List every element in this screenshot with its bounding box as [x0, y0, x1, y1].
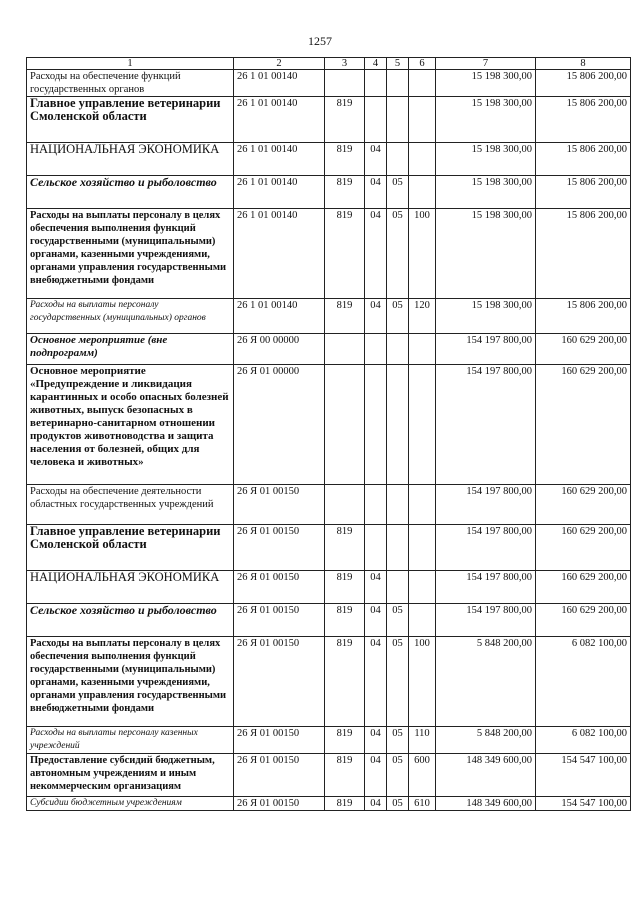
row-dept-cell: 819	[325, 525, 365, 571]
table-row	[27, 727, 631, 754]
row-code-cell: 26 Я 01 00150	[234, 604, 325, 637]
row-amount-year2-cell: 154 547 100,00	[536, 797, 631, 811]
row-dept-cell	[325, 485, 365, 525]
row-amount-year2-cell: 15 806 200,00	[536, 299, 631, 334]
table-row	[27, 485, 631, 525]
header-cell: 6	[409, 58, 436, 70]
row-name-cell: Главное управление ветеринарии Смоленской области	[27, 525, 234, 571]
row-amount-year1-cell: 148 349 600,00	[436, 754, 536, 797]
table-header-row	[27, 58, 631, 70]
row-amount-year1-cell: 15 198 300,00	[436, 97, 536, 143]
row-amount-year1-cell: 154 197 800,00	[436, 365, 536, 485]
header-cell: 8	[536, 58, 631, 70]
row-subsection-cell	[387, 525, 409, 571]
row-expense-type-cell	[409, 334, 436, 365]
row-code-cell: 26 Я 01 00150	[234, 754, 325, 797]
row-expense-type-cell: 600	[409, 754, 436, 797]
row-section-cell: 04	[365, 797, 387, 811]
row-dept-cell: 819	[325, 299, 365, 334]
row-name-cell: Расходы на выплаты персоналу государственных (муниципальных) органов	[27, 299, 234, 334]
row-dept-cell: 819	[325, 727, 365, 754]
row-code-cell: 26 1 01 00140	[234, 143, 325, 176]
row-name-cell: Сельское хозяйство и рыболовство	[27, 176, 234, 209]
row-code-cell: 26 Я 01 00150	[234, 485, 325, 525]
row-subsection-cell: 05	[387, 209, 409, 299]
row-name-cell: Расходы на обеспечение деятельности областных государственных учреждений	[27, 485, 234, 525]
row-subsection-cell: 05	[387, 176, 409, 209]
row-amount-year2-cell: 160 629 200,00	[536, 334, 631, 365]
table-row	[27, 754, 631, 797]
header-cell: 1	[27, 58, 234, 70]
table-row	[27, 571, 631, 604]
row-amount-year1-cell: 15 198 300,00	[436, 143, 536, 176]
row-amount-year1-cell: 5 848 200,00	[436, 727, 536, 754]
row-code-cell: 26 Я 01 00150	[234, 797, 325, 811]
row-subsection-cell: 05	[387, 727, 409, 754]
table-row	[27, 97, 631, 143]
row-section-cell: 04	[365, 299, 387, 334]
row-section-cell: 04	[365, 571, 387, 604]
table-row	[27, 604, 631, 637]
row-subsection-cell	[387, 365, 409, 485]
row-section-cell: 04	[365, 143, 387, 176]
budget-table	[26, 57, 631, 811]
row-expense-type-cell	[409, 365, 436, 485]
row-amount-year2-cell: 160 629 200,00	[536, 485, 631, 525]
row-subsection-cell	[387, 485, 409, 525]
row-subsection-cell: 05	[387, 797, 409, 811]
table-row	[27, 70, 631, 97]
table-row	[27, 143, 631, 176]
row-section-cell	[365, 485, 387, 525]
page-number: 1257	[308, 34, 332, 48]
row-amount-year2-cell: 160 629 200,00	[536, 365, 631, 485]
table-row	[27, 637, 631, 727]
row-expense-type-cell	[409, 604, 436, 637]
row-code-cell: 26 1 01 00140	[234, 70, 325, 97]
table-row	[27, 299, 631, 334]
row-name-cell: Предоставление субсидий бюджетным, автономным учреждениям и иным некоммерческим организациям	[27, 754, 234, 797]
row-amount-year1-cell: 15 198 300,00	[436, 70, 536, 97]
row-section-cell: 04	[365, 637, 387, 727]
row-code-cell: 26 Я 01 00150	[234, 727, 325, 754]
row-expense-type-cell: 100	[409, 209, 436, 299]
row-amount-year1-cell: 15 198 300,00	[436, 209, 536, 299]
row-subsection-cell: 05	[387, 299, 409, 334]
row-name-cell: Субсидии бюджетным учреждениям	[27, 797, 234, 811]
row-expense-type-cell: 100	[409, 637, 436, 727]
row-name-cell: Расходы на выплаты персоналу в целях обеспечения выполнения функций государственными (муниципальными) органами, казенными учреждениями, органами управления государственными внебюджетными фондами	[27, 209, 234, 299]
row-expense-type-cell: 610	[409, 797, 436, 811]
row-name-cell: Основное мероприятие (вне подпрограмм)	[27, 334, 234, 365]
header-cell: 2	[234, 58, 325, 70]
table-row	[27, 797, 631, 811]
row-amount-year2-cell: 15 806 200,00	[536, 70, 631, 97]
row-dept-cell	[325, 70, 365, 97]
row-section-cell: 04	[365, 176, 387, 209]
table-row	[27, 209, 631, 299]
header-cell: 3	[325, 58, 365, 70]
row-amount-year1-cell: 148 349 600,00	[436, 797, 536, 811]
row-code-cell: 26 Я 01 00150	[234, 637, 325, 727]
row-expense-type-cell: 110	[409, 727, 436, 754]
row-section-cell: 04	[365, 727, 387, 754]
row-expense-type-cell	[409, 143, 436, 176]
row-amount-year1-cell: 154 197 800,00	[436, 525, 536, 571]
row-amount-year1-cell: 5 848 200,00	[436, 637, 536, 727]
row-dept-cell: 819	[325, 571, 365, 604]
row-name-cell: Главное управление ветеринарии Смоленской области	[27, 97, 234, 143]
row-section-cell	[365, 334, 387, 365]
row-expense-type-cell	[409, 571, 436, 604]
row-subsection-cell	[387, 571, 409, 604]
row-amount-year2-cell: 15 806 200,00	[536, 209, 631, 299]
row-section-cell: 04	[365, 604, 387, 637]
row-subsection-cell	[387, 334, 409, 365]
row-subsection-cell	[387, 97, 409, 143]
row-amount-year2-cell: 6 082 100,00	[536, 637, 631, 727]
table-row	[27, 365, 631, 485]
row-amount-year1-cell: 154 197 800,00	[436, 571, 536, 604]
row-expense-type-cell	[409, 176, 436, 209]
row-code-cell: 26 Я 01 00150	[234, 525, 325, 571]
row-name-cell: НАЦИОНАЛЬНАЯ ЭКОНОМИКА	[27, 143, 234, 176]
row-code-cell: 26 1 01 00140	[234, 97, 325, 143]
row-code-cell: 26 Я 01 00150	[234, 571, 325, 604]
row-name-cell: НАЦИОНАЛЬНАЯ ЭКОНОМИКА	[27, 571, 234, 604]
row-dept-cell	[325, 365, 365, 485]
row-amount-year1-cell: 154 197 800,00	[436, 604, 536, 637]
row-expense-type-cell	[409, 485, 436, 525]
row-expense-type-cell	[409, 525, 436, 571]
row-name-cell: Основное мероприятие «Предупреждение и ликвидация карантинных и особо опасных болезней животных, выпуск безопасных в ветеринарно-санитарном отношении продуктов животноводства и защита населения от болезней, общих для человека и животных»	[27, 365, 234, 485]
row-amount-year2-cell: 154 547 100,00	[536, 754, 631, 797]
row-amount-year1-cell: 154 197 800,00	[436, 485, 536, 525]
row-section-cell	[365, 70, 387, 97]
row-dept-cell: 819	[325, 209, 365, 299]
row-dept-cell: 819	[325, 754, 365, 797]
table-row	[27, 176, 631, 209]
row-dept-cell: 819	[325, 637, 365, 727]
row-amount-year1-cell: 15 198 300,00	[436, 176, 536, 209]
row-code-cell: 26 Я 00 00000	[234, 334, 325, 365]
row-name-cell: Расходы на выплаты персоналу казенных учреждений	[27, 727, 234, 754]
row-amount-year2-cell: 15 806 200,00	[536, 97, 631, 143]
row-subsection-cell	[387, 143, 409, 176]
row-amount-year2-cell: 15 806 200,00	[536, 143, 631, 176]
header-cell: 7	[436, 58, 536, 70]
row-section-cell: 04	[365, 209, 387, 299]
row-expense-type-cell: 120	[409, 299, 436, 334]
header-cell: 4	[365, 58, 387, 70]
row-subsection-cell: 05	[387, 637, 409, 727]
row-code-cell: 26 1 01 00140	[234, 209, 325, 299]
row-amount-year2-cell: 160 629 200,00	[536, 571, 631, 604]
row-section-cell	[365, 365, 387, 485]
row-name-cell: Расходы на выплаты персоналу в целях обеспечения выполнения функций государственными (муниципальными) органами, казенными учреждениями, органами управления государственными внебюджетными фондами	[27, 637, 234, 727]
row-name-cell: Сельское хозяйство и рыболовство	[27, 604, 234, 637]
row-subsection-cell: 05	[387, 604, 409, 637]
row-subsection-cell	[387, 70, 409, 97]
row-amount-year1-cell: 15 198 300,00	[436, 299, 536, 334]
row-dept-cell: 819	[325, 176, 365, 209]
row-section-cell	[365, 97, 387, 143]
row-amount-year2-cell: 6 082 100,00	[536, 727, 631, 754]
row-expense-type-cell	[409, 70, 436, 97]
table-row	[27, 334, 631, 365]
row-section-cell	[365, 525, 387, 571]
row-dept-cell: 819	[325, 97, 365, 143]
row-code-cell: 26 1 01 00140	[234, 299, 325, 334]
table-row	[27, 525, 631, 571]
row-code-cell: 26 Я 01 00000	[234, 365, 325, 485]
row-code-cell: 26 1 01 00140	[234, 176, 325, 209]
row-expense-type-cell	[409, 97, 436, 143]
row-section-cell: 04	[365, 754, 387, 797]
row-amount-year1-cell: 154 197 800,00	[436, 334, 536, 365]
row-dept-cell	[325, 334, 365, 365]
row-name-cell: Расходы на обеспечение функций государственных органов	[27, 70, 234, 97]
header-cell: 5	[387, 58, 409, 70]
row-subsection-cell: 05	[387, 754, 409, 797]
row-amount-year2-cell: 160 629 200,00	[536, 604, 631, 637]
row-dept-cell: 819	[325, 604, 365, 637]
row-dept-cell: 819	[325, 797, 365, 811]
row-amount-year2-cell: 15 806 200,00	[536, 176, 631, 209]
row-amount-year2-cell: 160 629 200,00	[536, 525, 631, 571]
row-dept-cell: 819	[325, 143, 365, 176]
